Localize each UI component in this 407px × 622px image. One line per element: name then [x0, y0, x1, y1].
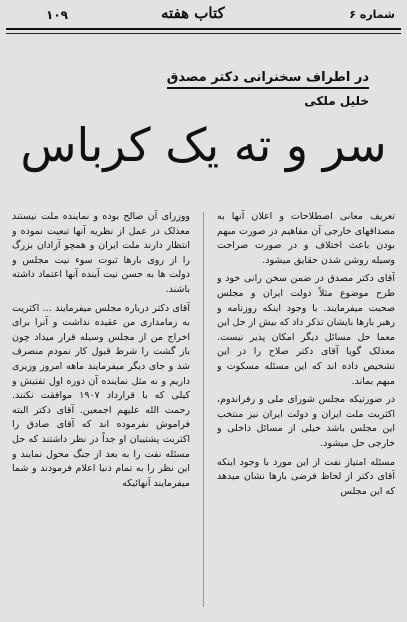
paragraph: آقای دکتر مصدق در ضمن سخن رانی خود و طرح موضوع مثلاً دولت ایران و مجلس صحبت میفرمایند. با وجود اینکه روزنامه و رهبر بارها بایشان تذکر داد که بیش از حل این معما حل مسائل دیگر امکان پذیر نیست. معذلک گویا آقای دکتر صلاح را در این تشخیص داده اند که این مسئله مسکوت و مبهم بماند. — [217, 273, 395, 387]
paragraph: آقای دکتر درباره مجلس میفرمایند ... اکثریت به زمامداری من عقیده نداشت و آنرا برای اخراج من از مجلس وسیله قرار میداد چون باز گشت را شرط قبول کار نمودم منصرف شد و جای دیگر میفرمایند ماهه امروز وزیری داریم و نه مثل نماینده آن دوره اول تفتیش و کیلی که با قرارداد ۱۹۰۷ موافقت نکنند. رحمت الله علیهم اجمعین. آقای دکتر البته فراموش نفرموده اند که آقای صادق را اکثریت پشتیبان او جداً در نظر داشتند که حل مسئله نفت را به بعد از جنگ محول نمایند و این نظر را به تمام دنیا اعلام فرمودند و شما میفرمایند آنهائیکه — [12, 302, 190, 489]
paragraph: در صورتیکه مجلس شورای ملی و رفراندوم، اکثریت ملت ایران و دولت ایران نیز منتخب این مجلس باشد خیلی از مسائل داخلی و خارجی حل میشود. — [217, 394, 395, 449]
header-rule — [6, 33, 401, 34]
page-number: ۱۰۹ — [46, 8, 68, 22]
article-subtitle: در اطراف سخنرانی دکتر مصدق — [167, 70, 369, 89]
issue-number: شماره ۶ — [349, 8, 395, 21]
article-column-right — [217, 210, 395, 610]
page-header — [6, 6, 401, 30]
paragraph: مسئله امتیاز نفت از این مورد با وجود اینکه آقای دکتر از لحاظ فرضی بارها نشان میدهد که این مجلس — [217, 456, 395, 497]
article-title: سر و ته یک کرباس — [20, 118, 387, 172]
magazine-title: کتاب هفته — [161, 4, 225, 22]
paragraph: تعریف معانی اصطلاحات و اعلان آنها به مصداقهای خارجی آن مفاهیم در صورت مبهم بودن باعث اختلاف و در صورت صراحت وسیله روشن شدن حقایق میشود. — [217, 211, 395, 266]
article-author: خلیل ملکی — [304, 94, 369, 108]
column-divider — [203, 212, 204, 607]
article-column-left — [12, 210, 190, 610]
paragraph: ووزرای آن صالح بوده و نماینده ملت نیستند معذلک در عمل از نظریه آنها تبعیت نموده و انتظار دارند ملت ایران و همچو آزادان بزرگ را از روی بارها ثبوت سوء نیت مجلس و دولت ها به حسن نیت آینده آنها اعتماد داشته باشند. — [12, 211, 190, 295]
